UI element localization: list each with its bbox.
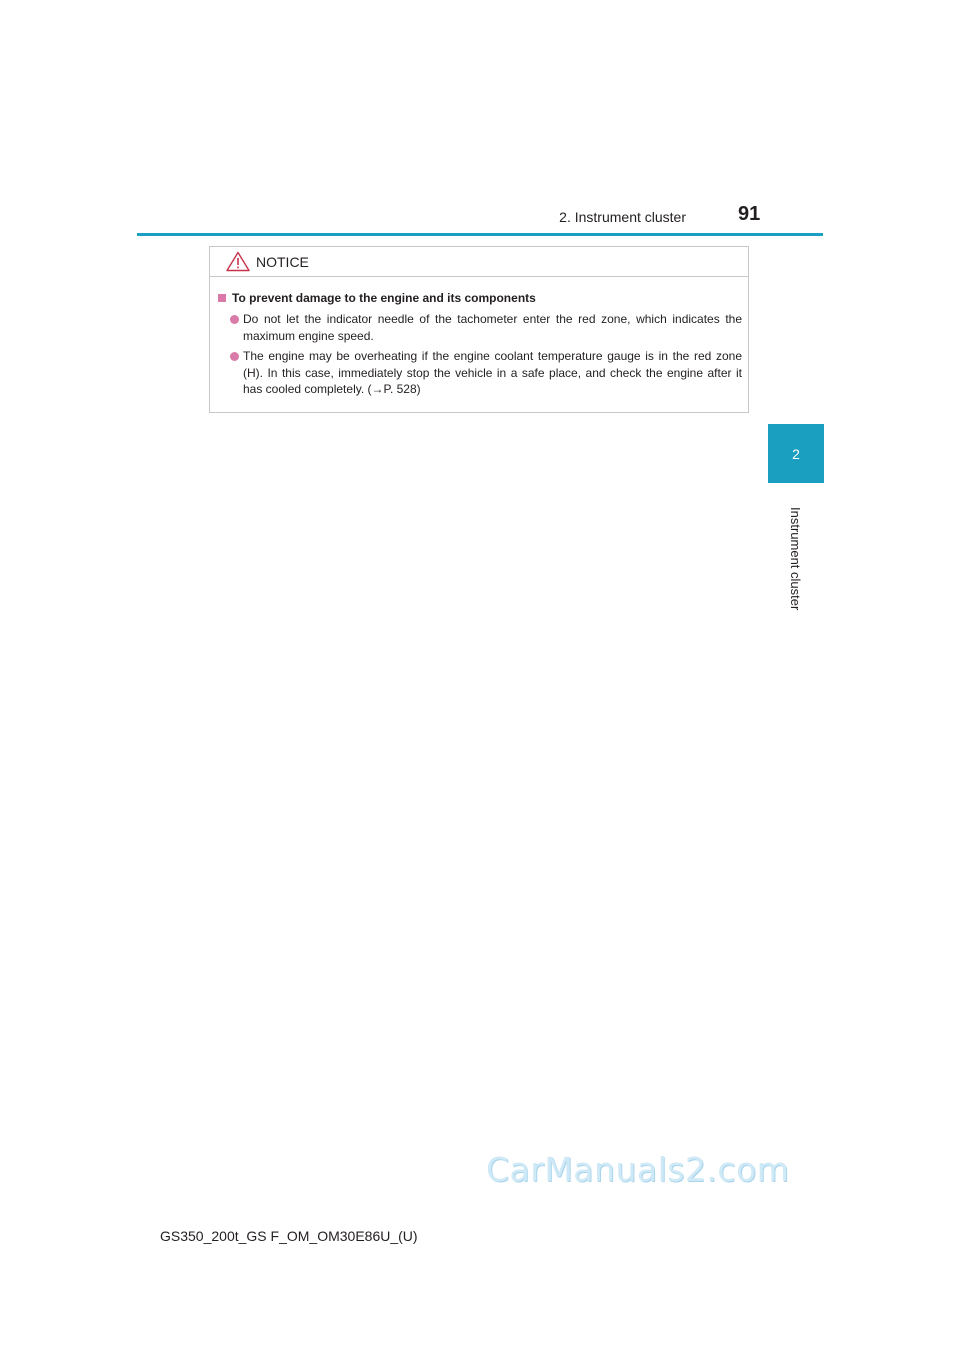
notice-header [210, 247, 748, 277]
page-number: 91 [738, 203, 761, 225]
notice-item [218, 348, 742, 398]
footer-document-code: GS350_200t_GS F_OM_OM30E86U_(U) [160, 1228, 418, 1244]
notice-heading-text: To prevent damage to the engine and its components [232, 291, 536, 305]
notice-box [209, 246, 749, 413]
watermark: CarManuals2.com [486, 1150, 790, 1189]
warning-triangle-icon [226, 251, 250, 272]
notice-body [210, 277, 748, 398]
header-divider [137, 233, 823, 236]
notice-item-text: Do not let the indicator needle of the tachometer enter the red zone, which indicates the maximum engine speed. [243, 312, 742, 343]
section-title: 2. Instrument cluster [559, 209, 686, 225]
notice-label: NOTICE [256, 253, 309, 270]
chapter-number: 2 [792, 445, 800, 462]
square-bullet-icon [218, 294, 226, 302]
round-bullet-icon [230, 315, 239, 324]
notice-item-text: The engine may be overheating if the engine coolant temperature gauge is in the red zone (H). In this case, immediately stop the vehicle in a safe place, and check the engine after it has cooled completely. (→P. 528) [243, 349, 742, 396]
notice-item [218, 311, 742, 344]
round-bullet-icon [230, 352, 239, 361]
chapter-tab[interactable] [768, 424, 824, 483]
chapter-label: Instrument cluster [788, 507, 803, 611]
notice-heading [218, 291, 742, 305]
